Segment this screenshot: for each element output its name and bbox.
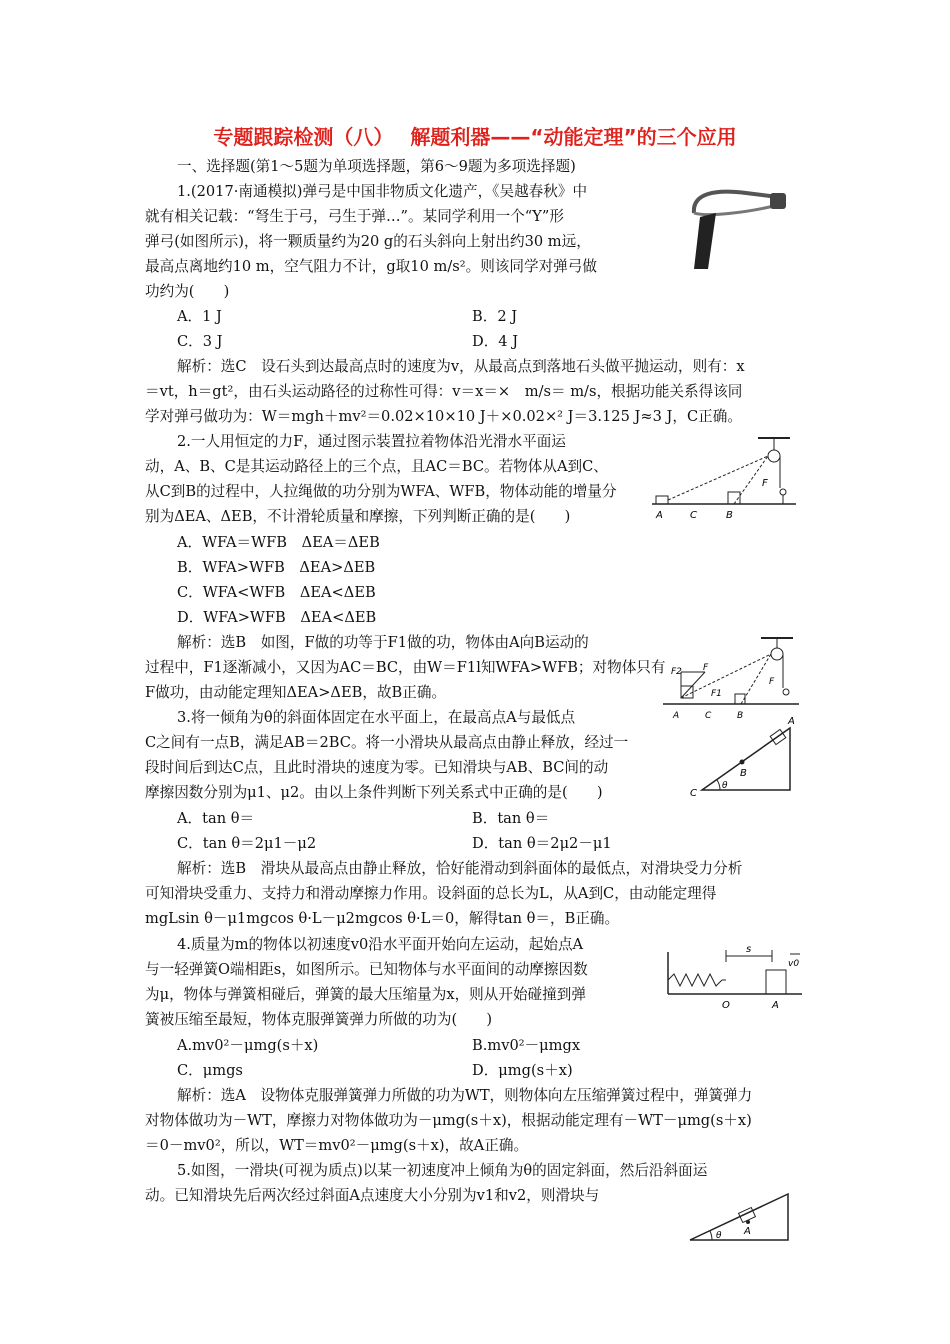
fig5-label-theta: θ	[716, 1231, 722, 1241]
q3-option-b: B．tan θ＝	[472, 810, 550, 827]
slope-figure	[688, 1190, 794, 1246]
fig4-label-o: O	[722, 1000, 730, 1011]
fig2-label-a: A	[656, 510, 663, 521]
q1-solution-2: ＝vt，h＝gt²，由石头运动路径的过称性可得：v＝x＝× m/s＝ m/s，根据功能关系得该同	[145, 383, 743, 400]
q1-option-d: D．4 J	[472, 333, 519, 350]
q2-solution-1: 解析：选B 如图，F做的功等于F1做的功，物体由A向B运动的	[177, 634, 589, 651]
q3-line-3: 段时间后到达C点，且此时滑块的速度为零。已知滑块与AB、BC间的动	[145, 759, 609, 776]
fig5-label-a: A	[744, 1226, 751, 1237]
section-heading: 一、选择题(第1～5题为单项选择题，第6～9题为多项选择题)	[177, 158, 576, 175]
q3-option-a: A．tan θ＝	[177, 810, 255, 827]
q1-option-a: A．1 J	[177, 308, 222, 325]
q1-line-1: 1.(2017·南通模拟)弹弓是中国非物质文化遗产，《吴越春秋》中	[177, 183, 588, 200]
q1-solution-3: 学对弹弓做功为：W＝mgh＋mv²＝0.02×10×10 J＋×0.02×² J＝3.125 J≈3 J，C正确。	[145, 408, 742, 425]
q4-option-d: D．μmg(s＋x)	[472, 1062, 573, 1079]
q4-line-3: 为μ，物体与弹簧相碰后，弹簧的最大压缩量为x，则从开始碰撞到弹	[145, 986, 586, 1003]
fig2-label-c: C	[690, 510, 697, 521]
q4-solution-2: 对物体做功为－WT，摩擦力对物体做功为－μmg(s＋x)，根据动能定理有－WT－μmg(s＋x)	[145, 1112, 752, 1129]
fig4-label-s: s	[746, 944, 752, 955]
fig2-label-b: B	[726, 510, 733, 521]
q2-solution-3: F做功，由动能定理知ΔEA>ΔEB，故B正确。	[145, 684, 447, 701]
fig2b-label-f: F	[703, 663, 709, 673]
q1-solution-1: 解析：选C 设石头到达最高点时的速度为v，从最高点到落地石头做平抛运动，则有：x	[177, 358, 745, 375]
q1-line-2: 就有相关记载：“弩生于弓，弓生于弹…”。某同学利用一个“Y”形	[145, 208, 564, 225]
spring-figure	[662, 942, 806, 1014]
q4-line-4: 簧被压缩至最短，物体克服弹簧弹力所做的功为( )	[145, 1011, 493, 1028]
q3-option-c: C．tan θ＝2μ1－μ2	[177, 835, 317, 852]
slingshot-figure	[686, 183, 792, 273]
q4-line-2: 与一轻弹簧O端相距s，如图所示。已知物体与水平面间的动摩擦因数	[145, 961, 588, 978]
incline-figure	[686, 712, 798, 802]
q4-option-b: B.mv0²－μmgx	[472, 1037, 581, 1054]
force-figure	[661, 634, 801, 720]
fig2b-label-f1: F1	[711, 689, 722, 699]
fig3-label-a: A	[788, 716, 795, 727]
q3-line-2: C之间有一点B，满足AB＝2BC。将一小滑块从最高点由静止释放，经过一	[145, 734, 629, 751]
q4-solution-3: ＝0－mv0²，所以，WT＝mv0²－μmg(s＋x)，故A正确。	[145, 1137, 529, 1154]
q3-line-1: 3.将一倾角为θ的斜面体固定在水平面上，在最高点A与最低点	[177, 709, 576, 726]
q4-option-a: A.mv0²－μmg(s＋x)	[177, 1037, 319, 1054]
fig3-label-c: C	[690, 788, 697, 799]
q1-line-3: 弹弓(如图所示)，将一颗质量约为20 g的石头斜向上射出约30 m远，	[145, 233, 591, 250]
q1-option-b: B．2 J	[472, 308, 518, 325]
fig2b-label-f-right: F	[769, 677, 775, 687]
q2-line-2: 动，A、B、C是其运动路径上的三个点，且AC＝BC。若物体从A到C、	[145, 458, 608, 475]
q3-solution-1: 解析：选B 滑块从最高点由静止释放，恰好能滑动到斜面体的最低点，对滑块受力分析	[177, 860, 743, 877]
q4-option-c: C．μmgs	[177, 1062, 243, 1079]
q1-line-5: 功约为( )	[145, 283, 230, 300]
q2-option-c: C．WFA<WFB ΔEA<ΔEB	[177, 584, 376, 601]
q4-line-1: 4.质量为m的物体以初速度v0沿水平面开始向左运动，起始点A	[177, 936, 584, 953]
fig4-label-a: A	[772, 1000, 779, 1011]
q3-line-4: 摩擦因数分别为μ1、μ2。由以上条件判断下列关系式中正确的是( )	[145, 784, 603, 801]
q5-line-2: 动。已知滑块先后两次经过斜面A点速度大小分别为v1和v2，则滑块与	[145, 1187, 600, 1204]
q3-option-d: D．tan θ＝2μ2－μ1	[472, 835, 612, 852]
q1-option-c: C．3 J	[177, 333, 223, 350]
q3-solution-2: 可知滑块受重力、支持力和滑动摩擦力作用。设斜面的总长为L，从A到C，由动能定理得	[145, 885, 717, 902]
q3-solution-3: mgLsin θ－μ1mgcos θ·L－μ2mgcos θ·L＝0，解得tan θ＝，B正确。	[145, 910, 620, 927]
q2-option-a: A．WFA＝WFB ΔEA＝ΔEB	[177, 534, 380, 551]
q2-option-d: D．WFA>WFB ΔEA<ΔEB	[177, 609, 377, 626]
fig2b-label-f2: F2	[671, 667, 682, 677]
fig3-label-b: B	[740, 768, 747, 779]
fig2-label-f: F	[762, 478, 768, 489]
q2-option-b: B．WFA>WFB ΔEA>ΔEB	[177, 559, 376, 576]
fig3-label-theta: θ	[722, 781, 728, 791]
q2-line-4: 别为ΔEA、ΔEB，不计滑轮质量和摩擦，下列判断正确的是( )	[145, 508, 571, 525]
q1-line-4: 最高点离地约10 m，空气阻力不计，g取10 m/s²。则该同学对弹弓做	[145, 258, 597, 275]
fig2b-label-c: C	[705, 711, 712, 720]
fig4-label-v0: v0	[788, 959, 800, 969]
q4-solution-1: 解析：选A 设物体克服弹簧弹力所做的功为WT，则物体向左压缩弹簧过程中，弹簧弹力	[177, 1087, 753, 1104]
q2-line-1: 2.一人用恒定的力F，通过图示装置拉着物体沿光滑水平面运	[177, 433, 566, 450]
pulley-figure	[648, 434, 798, 526]
q2-solution-2: 过程中，F1逐渐减小，又因为AC＝BC，由W＝F1l知WFA>WFB；对物体只有	[145, 659, 666, 676]
q2-line-3: 从C到B的过程中，人拉绳做的功分别为WFA、WFB，物体动能的增量分	[145, 483, 617, 500]
fig2b-label-b: B	[737, 711, 744, 720]
fig2b-label-a: A	[673, 711, 680, 720]
page-title: 专题跟踪检测（八） 解题利器——“动能定理”的三个应用	[213, 125, 737, 149]
q5-line-1: 5.如图，一滑块(可视为质点)以某一初速度冲上倾角为θ的固定斜面，然后沿斜面运	[177, 1162, 708, 1179]
